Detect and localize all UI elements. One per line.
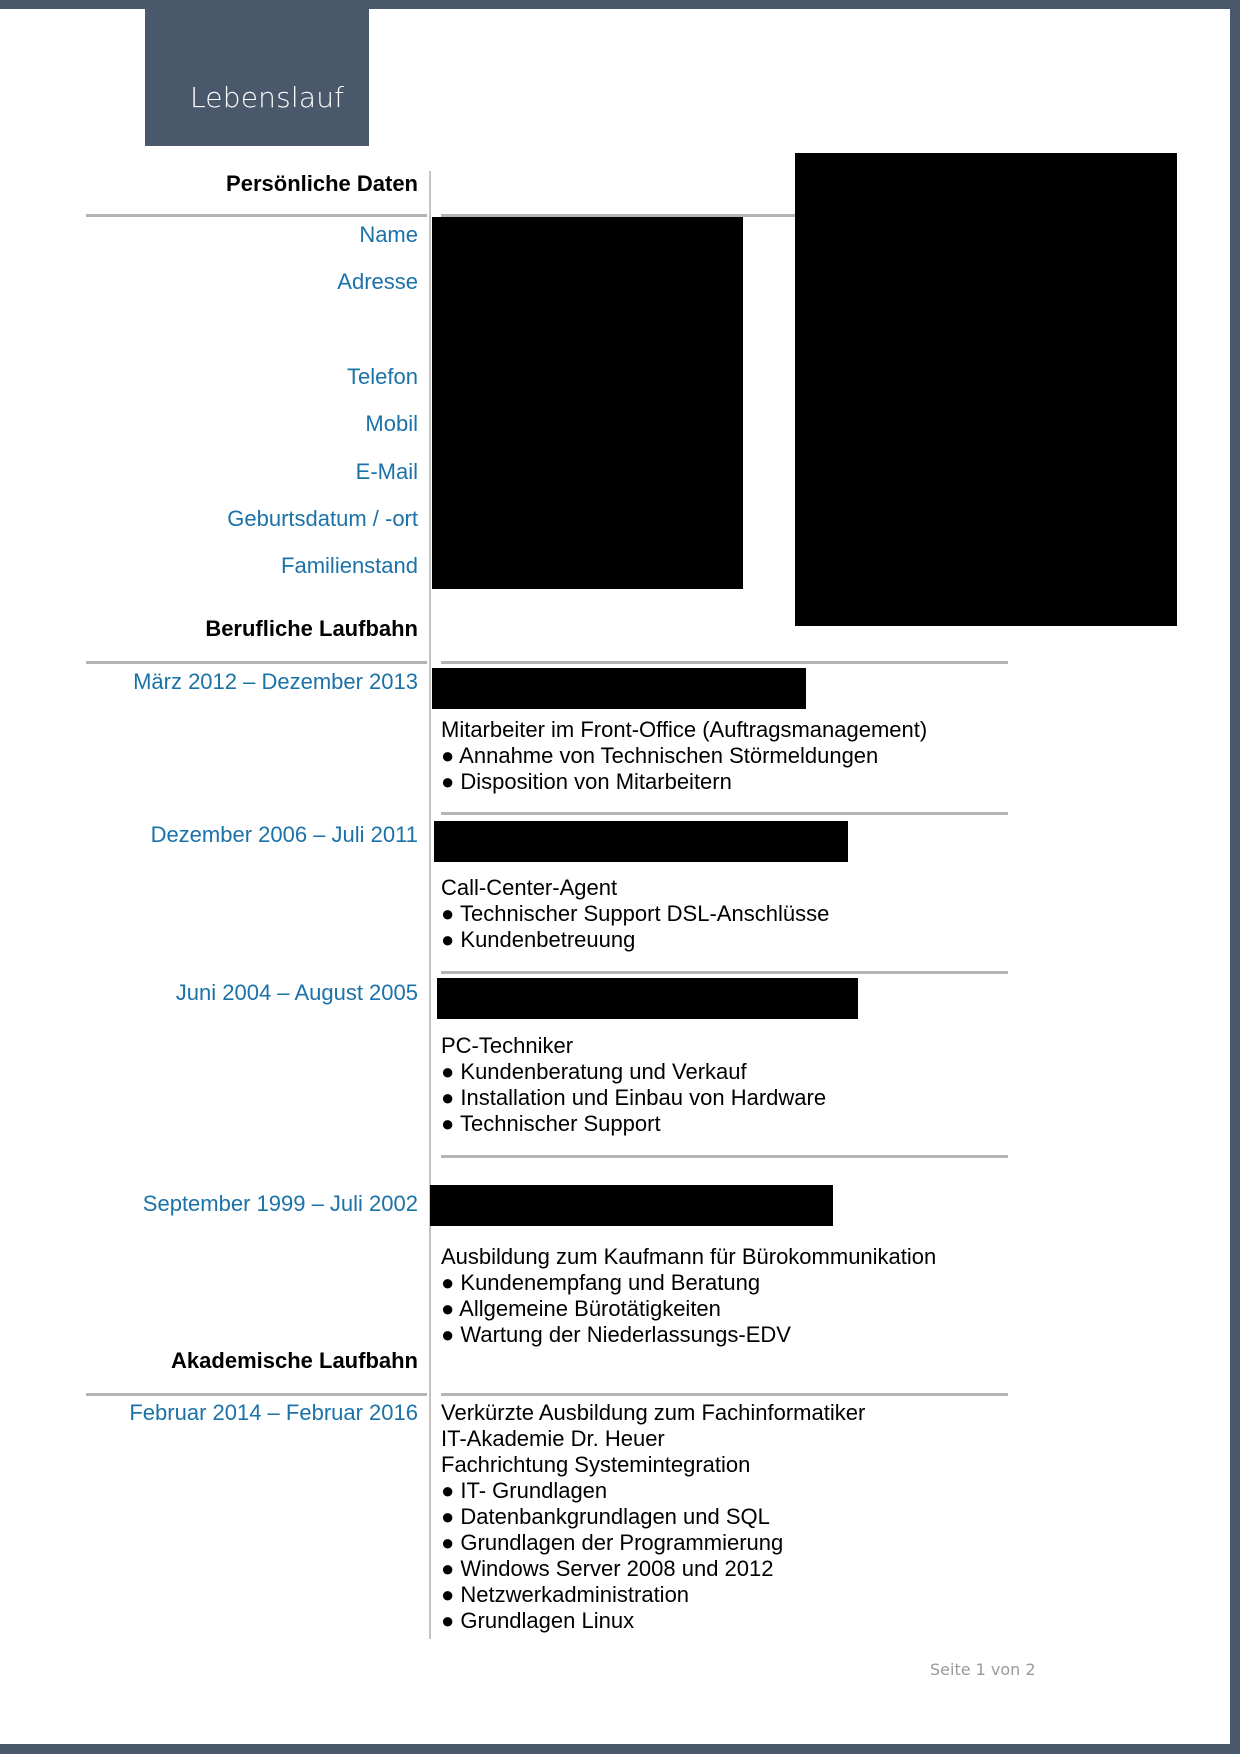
job-title: Ausbildung zum Kaufmann für Bürokommunikation [441,1244,937,1269]
section-heading-career: Berufliche Laufbahn [205,616,418,641]
section-rule [441,1393,1008,1396]
job-duty: ● Kundenempfang und Beratung [441,1270,761,1295]
job-duty: ● Technischer Support [441,1111,661,1136]
section-rule [441,661,1008,664]
redacted-personal-details [432,217,743,589]
entry-rule [441,971,1008,974]
job-duty: ● Technischer Support DSL-Anschlüsse [441,901,830,926]
job-duty: ● Allgemeine Bürotätigkeiten [441,1296,721,1321]
course-topic: ● IT- Grundlagen [441,1478,608,1503]
label-birth: Geburtsdatum / -ort [227,506,418,531]
document-title: Lebenslauf [190,81,345,114]
label-email: E-Mail [355,459,418,484]
academic-entry [441,1400,865,1634]
course-topic: ● Grundlagen Linux [441,1608,635,1633]
course-topic: ● Grundlagen der Programmierung [441,1530,784,1555]
academic-date: Februar 2014 – Februar 2016 [129,1400,418,1425]
redacted-photo [795,153,1177,626]
entry-rule [441,812,1008,815]
label-mobile: Mobil [365,411,418,436]
section-rule [86,1393,427,1396]
course-topic: ● Windows Server 2008 und 2012 [441,1556,774,1581]
job-duty: ● Wartung der Niederlassungs-EDV [441,1322,791,1347]
cv-page [0,9,1230,1744]
label-name: Name [359,222,418,247]
job-title: PC-Techniker [441,1033,574,1058]
job-duty: ● Installation und Einbau von Hardware [441,1085,827,1110]
course-topic: ● Netzwerkadministration [441,1582,690,1607]
redacted-employer [432,668,806,709]
career-entry [441,717,927,795]
redacted-employer [437,978,858,1019]
label-address: Adresse [337,269,418,294]
redacted-employer [434,821,848,862]
career-date: Juni 2004 – August 2005 [175,980,418,1005]
section-rule [86,661,427,664]
course-topic: ● Datenbankgrundlagen und SQL [441,1504,770,1529]
column-divider [429,171,431,1639]
job-title: Mitarbeiter im Front-Office (Auftragsmanagement) [441,717,928,742]
career-date: September 1999 – Juli 2002 [142,1191,418,1216]
job-duty: ● Disposition von Mitarbeitern [441,769,732,794]
section-heading-personal: Persönliche Daten [226,171,418,196]
page-number: Seite 1 von 2 [930,1660,1036,1679]
entry-rule [441,1155,1008,1158]
specialization: Fachrichtung Systemintegration [441,1452,751,1477]
degree-title: Verkürzte Ausbildung zum Fachinformatiker [441,1400,866,1425]
career-entry [441,1033,826,1137]
institution: IT-Akademie Dr. Heuer [441,1426,665,1451]
job-duty: ● Annahme von Technischen Störmeldungen [441,743,879,768]
job-title: Call-Center-Agent [441,875,618,900]
label-marital-status: Familienstand [281,553,418,578]
redacted-employer [430,1185,833,1226]
job-duty: ● Kundenbetreuung [441,927,636,952]
career-date: März 2012 – Dezember 2013 [133,669,418,694]
section-heading-academic: Akademische Laufbahn [171,1348,418,1373]
header-banner [145,9,369,146]
job-duty: ● Kundenberatung und Verkauf [441,1059,747,1084]
career-date: Dezember 2006 – Juli 2011 [150,822,418,847]
career-entry [441,875,829,953]
career-entry [441,1244,936,1348]
section-rule [86,214,427,217]
label-phone: Telefon [347,364,418,389]
